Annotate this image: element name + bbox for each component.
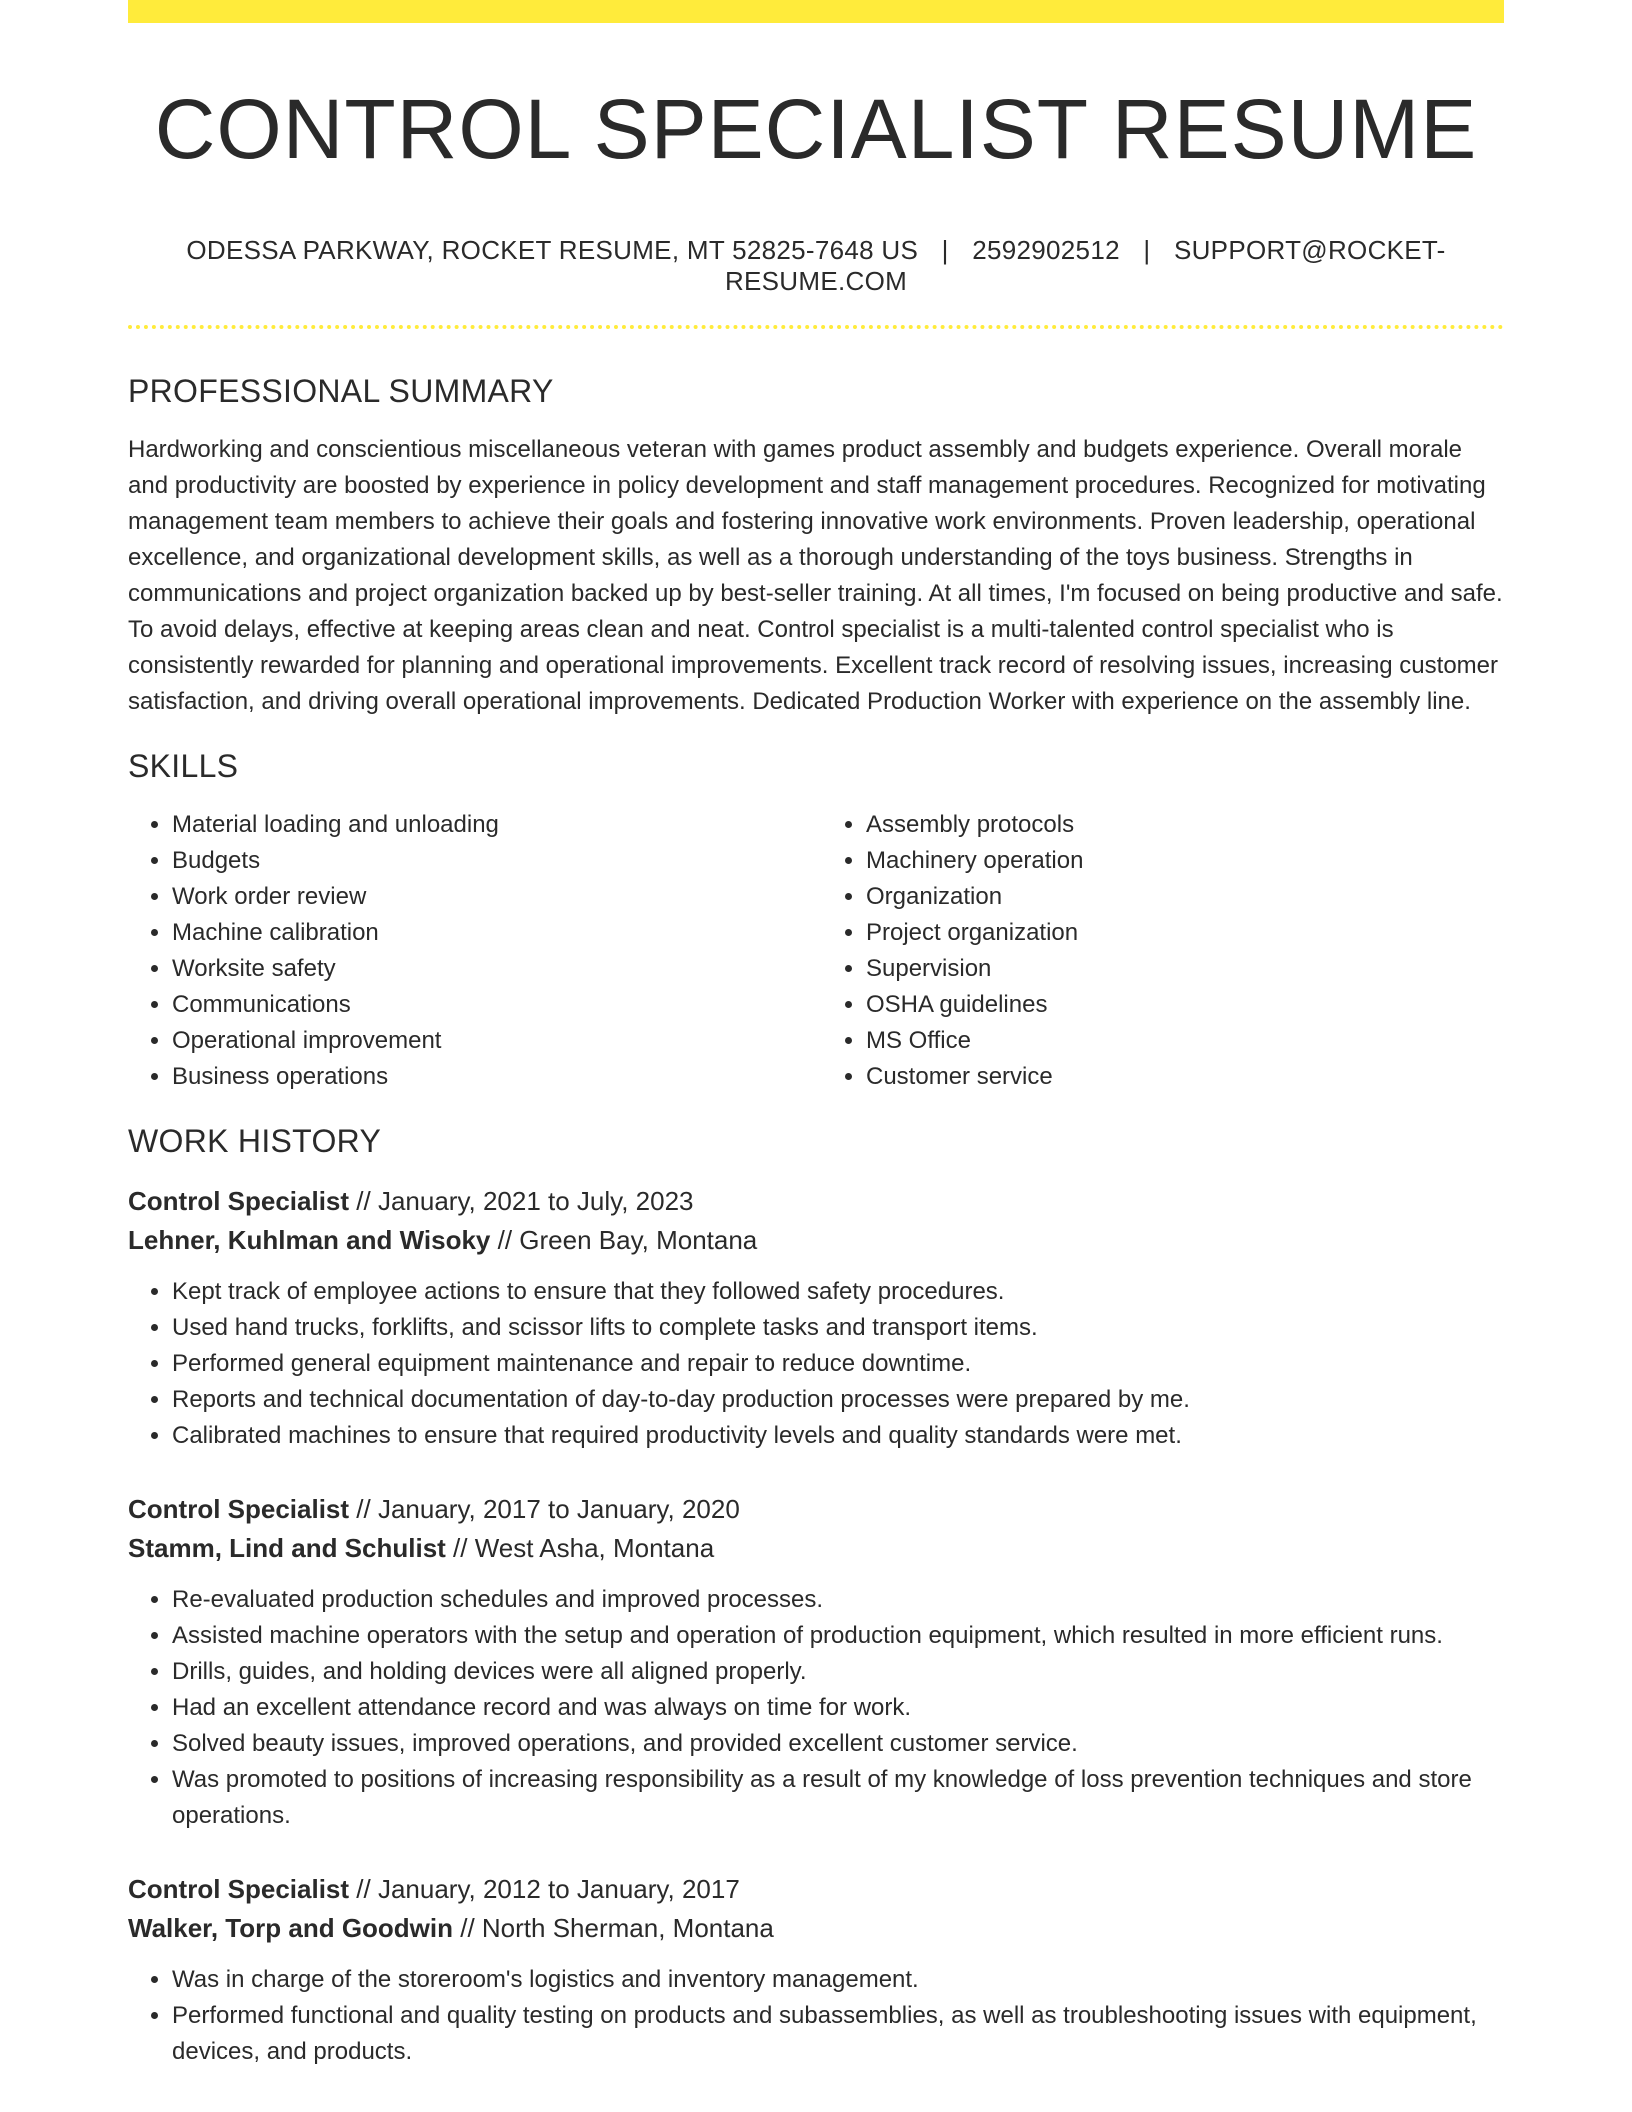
contact-separator: | xyxy=(941,235,949,266)
job-bullet: • Assisted machine operators with the setup and operation of production equipment, which resulted in more efficient runs. xyxy=(172,1618,1504,1654)
skill-item: • Operational improvement xyxy=(172,1023,816,1059)
job-bullet: • Re-evaluated production schedules and improved processes. xyxy=(172,1582,1504,1618)
accent-bar xyxy=(128,0,1504,23)
skill-item: • Communications xyxy=(172,987,816,1023)
job-bullet: • Used hand trucks, forklifts, and scissor lifts to complete tasks and transport items. xyxy=(172,1310,1504,1346)
job-entry xyxy=(128,1870,1504,2070)
job-bullet: • Solved beauty issues, improved operations, and provided excellent customer service. xyxy=(172,1726,1504,1762)
job-entry xyxy=(128,1490,1504,1834)
job-company: Lehner, Kuhlman and Wisoky xyxy=(128,1225,491,1256)
skill-item: • Customer service xyxy=(866,1059,1504,1095)
work-history-heading: WORK HISTORY xyxy=(128,1123,382,1160)
skill-item: • Material loading and unloading xyxy=(172,807,816,843)
job-bullet: • Kept track of employee actions to ensure that they followed safety procedures. xyxy=(172,1274,1504,1310)
job-bullet: • Was promoted to positions of increasing responsibility as a result of my knowledge of loss prevention techniques and store operations. xyxy=(172,1762,1504,1834)
job-bullets xyxy=(128,1582,1504,1834)
skills-column-left xyxy=(128,807,816,1095)
job-title: Control Specialist xyxy=(128,1494,350,1525)
skill-item: • MS Office xyxy=(866,1023,1504,1059)
job-bullet: • Was in charge of the storeroom's logistics and inventory management. xyxy=(172,1962,1504,1998)
skills-column-right xyxy=(816,807,1504,1095)
contact-line xyxy=(128,235,1504,297)
contact-separator: | xyxy=(1143,235,1151,266)
job-company-line xyxy=(128,1529,1504,1568)
job-location: // West Asha, Montana xyxy=(445,1533,715,1564)
job-bullet: • Had an excellent attendance record and was always on time for work. xyxy=(172,1690,1504,1726)
skill-item: • Machinery operation xyxy=(866,843,1504,879)
job-dates: // January, 2012 to January, 2017 xyxy=(349,1874,740,1905)
job-bullet: • Performed general equipment maintenance and repair to reduce downtime. xyxy=(172,1346,1504,1382)
contact-email: SUPPORT@ROCKET-RESUME.COM xyxy=(724,235,1446,297)
job-company-line xyxy=(128,1909,1504,1948)
job-bullet: • Drills, guides, and holding devices were all aligned properly. xyxy=(172,1654,1504,1690)
skill-item: • Budgets xyxy=(172,843,816,879)
skill-item: • Project organization xyxy=(866,915,1504,951)
job-company-line xyxy=(128,1221,1504,1260)
job-bullet: • Reports and technical documentation of day-to-day production processes were prepared by me. xyxy=(172,1382,1504,1418)
skills-heading: SKILLS xyxy=(128,748,239,785)
job-entry xyxy=(128,1182,1504,1454)
job-location: // Green Bay, Montana xyxy=(490,1225,758,1256)
job-location: // North Sherman, Montana xyxy=(453,1913,774,1944)
skill-item: • Worksite safety xyxy=(172,951,816,987)
contact-address: ODESSA PARKWAY, ROCKET RESUME, MT 52825-7648 US xyxy=(186,235,919,266)
job-bullet: • Performed functional and quality testing on products and subassemblies, as well as troubleshooting issues with equipment, devices, and products. xyxy=(172,1998,1504,2070)
dotted-divider xyxy=(128,325,1504,329)
skill-item: • Organization xyxy=(866,879,1504,915)
skill-item: • Machine calibration xyxy=(172,915,816,951)
skill-item: • Supervision xyxy=(866,951,1504,987)
skill-item: • OSHA guidelines xyxy=(866,987,1504,1023)
resume-page xyxy=(128,0,1504,2070)
job-bullet: • Calibrated machines to ensure that required productivity levels and quality standards were met. xyxy=(172,1418,1504,1454)
job-dates: // January, 2017 to January, 2020 xyxy=(349,1494,740,1525)
contact-phone: 2592902512 xyxy=(972,235,1120,266)
job-bullets xyxy=(128,1962,1504,2070)
page-title: CONTROL SPECIALIST RESUME xyxy=(154,82,1478,176)
job-title: Control Specialist xyxy=(128,1186,350,1217)
job-bullets xyxy=(128,1274,1504,1454)
summary-heading: PROFESSIONAL SUMMARY xyxy=(128,373,554,410)
skill-item: • Business operations xyxy=(172,1059,816,1095)
job-title-line xyxy=(128,1870,1504,1909)
summary-text: Hardworking and conscientious miscellaneous veteran with games product assembly and budgets experience. Overall morale and productivity are boosted by experience in policy development and staff management procedures. Recognized for motivating management team members to achieve their goals and fostering innovative work environments. Proven leadership, operational excellence, and organizational development skills, as well as a thorough understanding of the toys business. Strengths in communications and project organization backed up by best-seller training. At all times, I'm focused on being productive and safe. To avoid delays, effective at keeping areas clean and neat. Control specialist is a multi-talented control specialist who is consistently rewarded for planning and operational improvements. Excellent track record of resolving issues, increasing customer satisfaction, and driving overall operational improvements. Dedicated Production Worker with experience on the assembly line. xyxy=(128,436,1503,716)
job-title: Control Specialist xyxy=(128,1874,350,1905)
job-title-line xyxy=(128,1490,1504,1529)
job-company: Walker, Torp and Goodwin xyxy=(128,1913,454,1944)
job-dates: // January, 2021 to July, 2023 xyxy=(349,1186,694,1217)
job-company: Stamm, Lind and Schulist xyxy=(128,1533,446,1564)
skill-item: • Assembly protocols xyxy=(866,807,1504,843)
skills-list xyxy=(128,807,1504,1095)
job-title-line xyxy=(128,1182,1504,1221)
skill-item: • Work order review xyxy=(172,879,816,915)
